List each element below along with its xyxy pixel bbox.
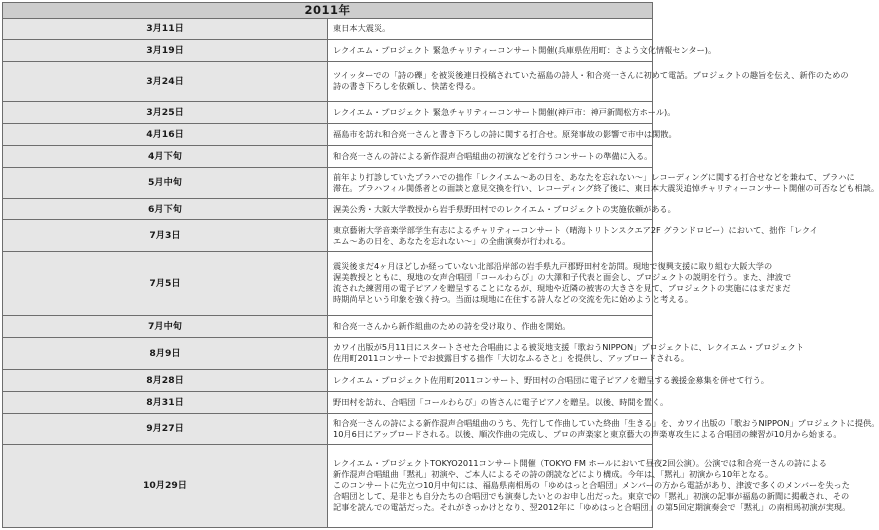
event-text-line: 詩の書き下ろしを依頼し、快諾を得る。 (333, 81, 481, 92)
timeline-row (3, 19, 653, 40)
row-event (328, 167, 879, 198)
event-text-line: 東日本大震災。 (333, 23, 391, 34)
event-text-line: 佐用町2011コンサートでお披露目する拙作「大切なふるさと」を提供し、アップロードされる。 (333, 353, 689, 364)
row-event (328, 19, 653, 40)
timeline-row (3, 198, 653, 220)
row-event (328, 102, 676, 124)
row-event (328, 316, 653, 338)
row-event (328, 413, 879, 444)
event-text-line: レクイエム・プロジェクトTOKYO2011コンサート開催（TOKYO FM ホールにおいて昼夜2回公演）。公演では和合亮一さんの詩による (333, 458, 827, 469)
timeline-row (3, 167, 653, 198)
row-event (328, 220, 818, 251)
row-date: 3月24日 (3, 61, 328, 102)
event-text-line: レクイエム・プロジェクト 緊急チャリティーコンサート開催(兵庫県佐用町：さよう文化情報センター)。 (333, 44, 717, 55)
year-header-row (3, 3, 653, 19)
timeline-row (3, 123, 653, 145)
event-text-line: 新作混声合唱組曲「黙礼」初演や、ご本人によるその詩の朗読などにより構成。今年は、「黙礼」初演から10年となる。 (333, 469, 774, 480)
row-date: 3月25日 (3, 102, 328, 124)
row-date: 8月9日 (3, 337, 328, 369)
row-date: 6月下旬 (3, 198, 328, 220)
row-date: 4月16日 (3, 123, 328, 145)
row-event (328, 39, 717, 61)
row-date: 3月19日 (3, 39, 328, 61)
row-event (328, 145, 653, 167)
row-date: 8月31日 (3, 391, 328, 413)
event-text-line: 和合亮一さんの詩による新作混声合唱組曲のうち、先行して作曲していた終曲「生きる」を、カワイ出版の「歌おうNIPPON」プロジェクトに提供。 (333, 417, 879, 428)
event-text-line: 滞在。プラハフィル関係者との面談と意見交換を行い、レコーディング終了後に、東日本大震災追悼チャリティーコンサート開催の可否なども相談。 (333, 182, 879, 193)
event-text-line: ツイッターでの「詩の礫」を被災後連日投稿されていた福島の詩人・和合亮一さんに初めて電話。プロジェクトの趣旨を伝え、新作のための (333, 70, 849, 81)
event-text-line: 流された練習用の電子ピアノを贈呈することになるが、現地や近隣の被害の大きさを見て、プロジェクトの実施にはまだまだ (333, 283, 791, 294)
event-text-line: 東京藝術大学音楽学部学生有志によるチャリティーコンサート（晴海トリトンスクエア2F グランドロビー）において、拙作「レクイ (333, 224, 818, 235)
row-event (328, 251, 792, 315)
row-date: 9月27日 (3, 413, 328, 444)
timeline-row (3, 39, 653, 61)
event-text-line: 野田村を訪れ、合唱団「コールわらび」の皆さんに電子ピアノを贈呈。以後、時間を置く。 (333, 396, 669, 407)
timeline-body (3, 19, 879, 528)
event-text-line: このコンサートに先立つ10月中旬には、福島県南相馬の「ゆめはっと合唱団」メンバーの方から電話があり、津波で多くのメンバーを失った (333, 480, 850, 491)
row-date: 10月29日 (3, 444, 328, 527)
row-event (328, 444, 851, 527)
row-event (328, 61, 849, 102)
timeline-row (3, 413, 653, 444)
row-event (328, 123, 677, 145)
timeline-row (3, 337, 653, 369)
timeline-row (3, 102, 653, 124)
row-date: 7月5日 (3, 251, 328, 315)
row-event (328, 391, 669, 413)
event-text-line: 和合亮一さんの詩による新作混声合唱組曲の初演などを行うコンサートの準備に入る。 (333, 150, 653, 161)
event-text-line: 渥美教授とともに、現地の女声合唱団「コールわらび」の大澤和子代表と面会し、プロジェクトの説明を行う。また、津波で (333, 272, 792, 283)
row-event (328, 370, 769, 392)
event-text-line: 和合亮一さんから新作組曲のための詩を受け取り、作曲を開始。 (333, 320, 571, 331)
row-date: 8月28日 (3, 370, 328, 392)
event-text-line: 10月6日にアップロードされる。以後、順次作曲の完成し、プロの声楽家と東京藝大の声楽専攻生による合唱団の練習が10月から始まる。 (333, 428, 842, 439)
row-date: 5月中旬 (3, 167, 328, 198)
event-text-line: レクイエム・プロジェクト 緊急チャリティーコンサート開催(神戸市：神戸新聞松方ホール)。 (333, 106, 676, 117)
timeline-table (2, 2, 879, 528)
timeline-row (3, 316, 653, 338)
timeline-row (3, 61, 653, 102)
row-event (328, 337, 804, 369)
event-text-line: 記事を読んでの電話だった。それがきっかけとなり、翌2012年に「ゆめはっと合唱団」の第5回定期演奏会で「黙礼」の南相馬初演が実現。 (333, 502, 851, 513)
row-date: 7月3日 (3, 220, 328, 251)
event-text-line: 震災後まだ4ヶ月ほどしか経っていない北部沿岸部の岩手県九戸郡野田村を訪問。現地で復興支援に取り組む大阪大学の (333, 261, 773, 272)
timeline-row (3, 220, 653, 251)
row-date: 7月中旬 (3, 316, 328, 338)
timeline-row (3, 391, 653, 413)
event-text-line: エム～あの日を、あなたを忘れない～」の全曲演奏が行われる。 (333, 235, 571, 246)
event-text-line: 時期尚早という印象を強く持つ。当面は現地に在住する詩人などの交流を先に始めようと考える。 (333, 294, 693, 305)
row-date: 4月下旬 (3, 145, 328, 167)
timeline-row (3, 370, 653, 392)
timeline-row (3, 145, 653, 167)
row-date: 3月11日 (3, 19, 328, 40)
row-event (328, 198, 676, 220)
event-text-line: 福島市を訪れ和合亮一さんと書き下ろしの詩に関する打合せ。原発事故の影響で市中は閑散。 (333, 128, 677, 139)
timeline-row (3, 251, 653, 315)
year-header: 2011年 (3, 3, 653, 19)
event-text-line: 渥美公秀・大阪大学教授から岩手県野田村でのレクイエム・プロジェクトの実施依頼がある。 (333, 203, 676, 214)
event-text-line: 合唱団として、是非とも自分たちの合唱団でも演奏したいとのお申し出だった。東京での「黙礼」初演の記事が福島の新聞に掲載され、その (333, 491, 850, 502)
event-text-line: カワイ出版が5月11日にスタートさせた合唱曲による被災地支援「歌おうNIPPON」プロジェクトに、レクイエム・プロジェクト (333, 342, 804, 353)
timeline-row (3, 444, 653, 527)
event-text-line: レクイエム・プロジェクト佐用町2011コンサート、野田村の合唱団に電子ピアノを贈呈する義援金募集を併せて行う。 (333, 374, 769, 385)
event-text-line: 前年より打診していたプラハでの拙作「レクイエム～あの日を、あなたを忘れない～」レコーディングに関する打合せなどを兼ねて、プラハに (333, 171, 855, 182)
